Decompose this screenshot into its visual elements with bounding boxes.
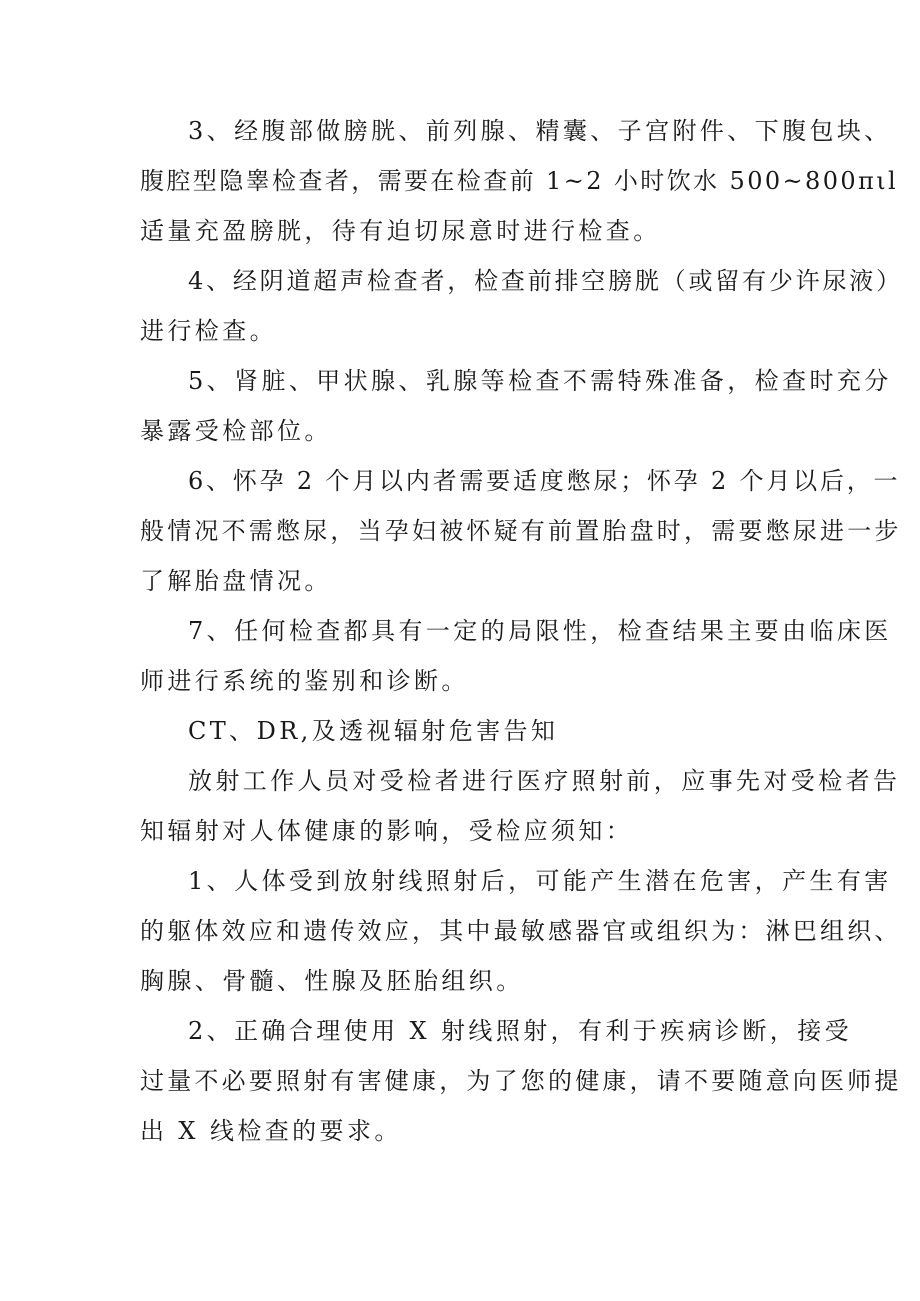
- paragraph-7-line-2: 师进行系统的鉴别和诊断。: [140, 667, 469, 695]
- notice-2-line-3: 出 X 线检查的要求。: [140, 1117, 402, 1145]
- section-heading: CT、DR,及透视辐射危害告知: [188, 717, 559, 745]
- paragraph-5-line-1: 5、肾脏、甲状腺、乳腺等检查不需特殊准备，检查时充分: [188, 367, 892, 395]
- paragraph-3-line-2: 腹腔型隐睾检查者，需要在检查前 1~2 小时饮水 500~800πιl: [140, 167, 899, 195]
- intro-paragraph-line-1: 放射工作人员对受检者进行医疗照射前，应事先对受检者告: [188, 767, 901, 795]
- paragraph-6-line-1: 6、怀孕 2 个月以内者需要适度憋尿；怀孕 2 个月以后，一: [188, 467, 901, 495]
- notice-1-line-3: 胸腺、骨髓、性腺及胚胎组织。: [140, 967, 524, 995]
- paragraph-6-line-2: 般情况不需憋尿，当孕妇被怀疑有前置胎盘时，需要憋尿进一步: [140, 517, 902, 545]
- notice-1-line-1: 1、人体受到放射线照射后，可能产生潜在危害，产生有害: [188, 867, 892, 895]
- paragraph-4-line-2: 进行检查。: [140, 317, 277, 345]
- notice-2-line-1: 2、正确合理使用 X 射线照射，有利于疾病诊断，接受: [188, 1017, 853, 1045]
- paragraph-7-line-1: 7、任何检查都具有一定的局限性，检查结果主要由临床医: [188, 617, 892, 645]
- paragraph-4-line-1: 4、经阴道超声检查者，检查前排空膀胱（或留有少许尿液）: [188, 267, 903, 295]
- paragraph-5-line-2: 暴露受检部位。: [140, 417, 332, 445]
- paragraph-3-line-1: 3、经腹部做膀胱、前列腺、精囊、子宫附件、下腹包块、: [188, 117, 892, 145]
- paragraph-6-line-3: 了解胎盘情况。: [140, 567, 332, 595]
- paragraph-3-line-3: 适量充盈膀胱，待有迫切尿意时进行检查。: [140, 217, 661, 245]
- notice-2-line-2: 过量不必要照射有害健康，为了您的健康，请不要随意向医师提: [140, 1067, 902, 1095]
- intro-paragraph-line-2: 知辐射对人体健康的影响，受检应须知：: [140, 817, 634, 845]
- notice-1-line-2: 的躯体效应和遗传效应，其中最敏感器官或组织为：淋巴组织、: [140, 917, 902, 945]
